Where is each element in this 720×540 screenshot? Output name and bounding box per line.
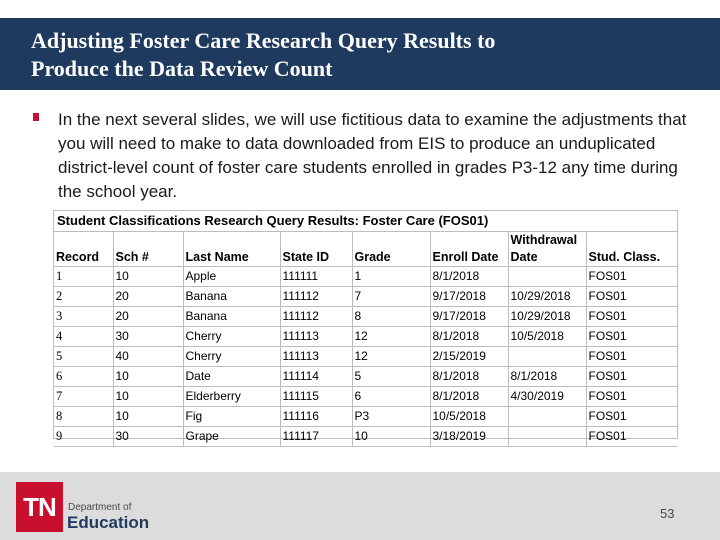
- cell-state-id: 111111: [280, 267, 352, 287]
- cell-enroll-date: 2/15/2019: [430, 347, 508, 367]
- cell-record: 8: [54, 407, 113, 427]
- cell-last-name: Date: [183, 367, 280, 387]
- query-results-table: [53, 210, 678, 443]
- header-class-spacer: [586, 232, 677, 249]
- cell-withdrawal-date: 10/29/2018: [508, 287, 586, 307]
- cell-withdrawal-date: 10/29/2018: [508, 307, 586, 327]
- cell-last-name: Cherry: [183, 347, 280, 367]
- cell-state-id: 111116: [280, 407, 352, 427]
- cell-stud-class: FOS01: [586, 407, 677, 427]
- cell-last-name: Elderberry: [183, 387, 280, 407]
- cell-last-name: Banana: [183, 307, 280, 327]
- cell-withdrawal-date: 8/1/2018: [508, 367, 586, 387]
- table-row: [54, 267, 677, 287]
- cell-state-id: 111112: [280, 287, 352, 307]
- cell-stud-class: FOS01: [586, 387, 677, 407]
- table-caption: Student Classifications Research Query Results: Foster Care (FOS01): [54, 211, 677, 232]
- cell-withdrawal-date: 10/5/2018: [508, 327, 586, 347]
- table-row: [54, 327, 677, 347]
- bullet-block: [33, 108, 693, 204]
- cell-record: 3: [54, 307, 113, 327]
- logo-department-text: Department of: [68, 502, 132, 513]
- cell-last-name: Grape: [183, 427, 280, 447]
- table-row: [54, 347, 677, 367]
- cell-sch: 10: [113, 407, 183, 427]
- cell-sch: 20: [113, 307, 183, 327]
- header-row-1: [54, 232, 677, 249]
- cell-withdrawal-date: [508, 407, 586, 427]
- cell-state-id: 111115: [280, 387, 352, 407]
- cell-grade: P3: [352, 407, 430, 427]
- bullet-text: In the next several slides, we will use fictitious data to examine the adjustments that you will need to make to data downloaded from EIS to produce an unduplicated district-level count of foster care students enrolled in grades P3-12 any time during the school year.: [58, 110, 687, 201]
- cell-last-name: Fig: [183, 407, 280, 427]
- cell-stud-class: FOS01: [586, 307, 677, 327]
- tn-logo-mark: TN: [16, 482, 63, 532]
- cell-withdrawal-date: [508, 267, 586, 287]
- cell-sch: 10: [113, 267, 183, 287]
- cell-enroll-date: 8/1/2018: [430, 367, 508, 387]
- cell-sch: 30: [113, 427, 183, 447]
- cell-enroll-date: 10/5/2018: [430, 407, 508, 427]
- cell-grade: 7: [352, 287, 430, 307]
- table-row: [54, 427, 677, 447]
- results-grid: [54, 232, 677, 447]
- cell-withdrawal-date: [508, 427, 586, 447]
- cell-stud-class: FOS01: [586, 327, 677, 347]
- cell-record: 7: [54, 387, 113, 407]
- cell-last-name: Apple: [183, 267, 280, 287]
- table-body: [54, 267, 677, 447]
- cell-withdrawal-date: 4/30/2019: [508, 387, 586, 407]
- cell-grade: 5: [352, 367, 430, 387]
- header-withdrawal-line-2: Date: [508, 249, 586, 267]
- cell-state-id: 111113: [280, 347, 352, 367]
- cell-stud-class: FOS01: [586, 427, 677, 447]
- table-row: [54, 287, 677, 307]
- cell-record: 9: [54, 427, 113, 447]
- cell-stud-class: FOS01: [586, 287, 677, 307]
- table-row: [54, 367, 677, 387]
- cell-enroll-date: 9/17/2018: [430, 287, 508, 307]
- cell-grade: 10: [352, 427, 430, 447]
- cell-enroll-date: 3/18/2019: [430, 427, 508, 447]
- tn-education-logo: [16, 482, 150, 534]
- cell-enroll-date: 8/1/2018: [430, 267, 508, 287]
- cell-state-id: 111117: [280, 427, 352, 447]
- cell-sch: 10: [113, 367, 183, 387]
- title-bar: [0, 18, 720, 90]
- header-last-name: Last Name: [183, 249, 280, 267]
- cell-grade: 8: [352, 307, 430, 327]
- cell-state-id: 111113: [280, 327, 352, 347]
- slide-title-line-1: Adjusting Foster Care Research Query Results to: [31, 28, 496, 53]
- header-record-spacer: [54, 232, 113, 249]
- page-number: 53: [660, 506, 675, 521]
- square-bullet-icon: [33, 113, 39, 121]
- cell-record: 2: [54, 287, 113, 307]
- header-withdrawal-line-1: Withdrawal: [508, 232, 586, 249]
- cell-grade: 12: [352, 327, 430, 347]
- header-state-id: State ID: [280, 249, 352, 267]
- cell-grade: 1: [352, 267, 430, 287]
- cell-record: 1: [54, 267, 113, 287]
- cell-enroll-date: 9/17/2018: [430, 307, 508, 327]
- cell-sch: 30: [113, 327, 183, 347]
- slide-title-line-2: Produce the Data Review Count: [31, 56, 333, 81]
- cell-last-name: Banana: [183, 287, 280, 307]
- cell-stud-class: FOS01: [586, 267, 677, 287]
- table-row: [54, 387, 677, 407]
- header-sch: Sch #: [113, 249, 183, 267]
- table-row: [54, 407, 677, 427]
- cell-sch: 10: [113, 387, 183, 407]
- cell-enroll-date: 8/1/2018: [430, 387, 508, 407]
- header-stud-class: Stud. Class.: [586, 249, 677, 267]
- cell-sch: 20: [113, 287, 183, 307]
- footer: [0, 472, 720, 540]
- cell-withdrawal-date: [508, 347, 586, 367]
- header-sch-spacer: [113, 232, 183, 249]
- cell-record: 4: [54, 327, 113, 347]
- cell-grade: 6: [352, 387, 430, 407]
- header-row-2: [54, 249, 677, 267]
- cell-record: 5: [54, 347, 113, 367]
- header-state-id-spacer: [280, 232, 352, 249]
- header-grade: Grade: [352, 249, 430, 267]
- cell-record: 6: [54, 367, 113, 387]
- cell-stud-class: FOS01: [586, 367, 677, 387]
- table-row: [54, 307, 677, 327]
- cell-state-id: 111112: [280, 307, 352, 327]
- header-enroll-date: Enroll Date: [430, 249, 508, 267]
- logo-education-text: Education: [67, 513, 150, 532]
- cell-enroll-date: 8/1/2018: [430, 327, 508, 347]
- cell-stud-class: FOS01: [586, 347, 677, 367]
- header-enroll-spacer: [430, 232, 508, 249]
- cell-state-id: 111114: [280, 367, 352, 387]
- cell-sch: 40: [113, 347, 183, 367]
- header-last-name-spacer: [183, 232, 280, 249]
- header-record: Record: [54, 249, 113, 267]
- cell-last-name: Cherry: [183, 327, 280, 347]
- cell-grade: 12: [352, 347, 430, 367]
- header-grade-spacer: [352, 232, 430, 249]
- slide-title: [31, 27, 706, 83]
